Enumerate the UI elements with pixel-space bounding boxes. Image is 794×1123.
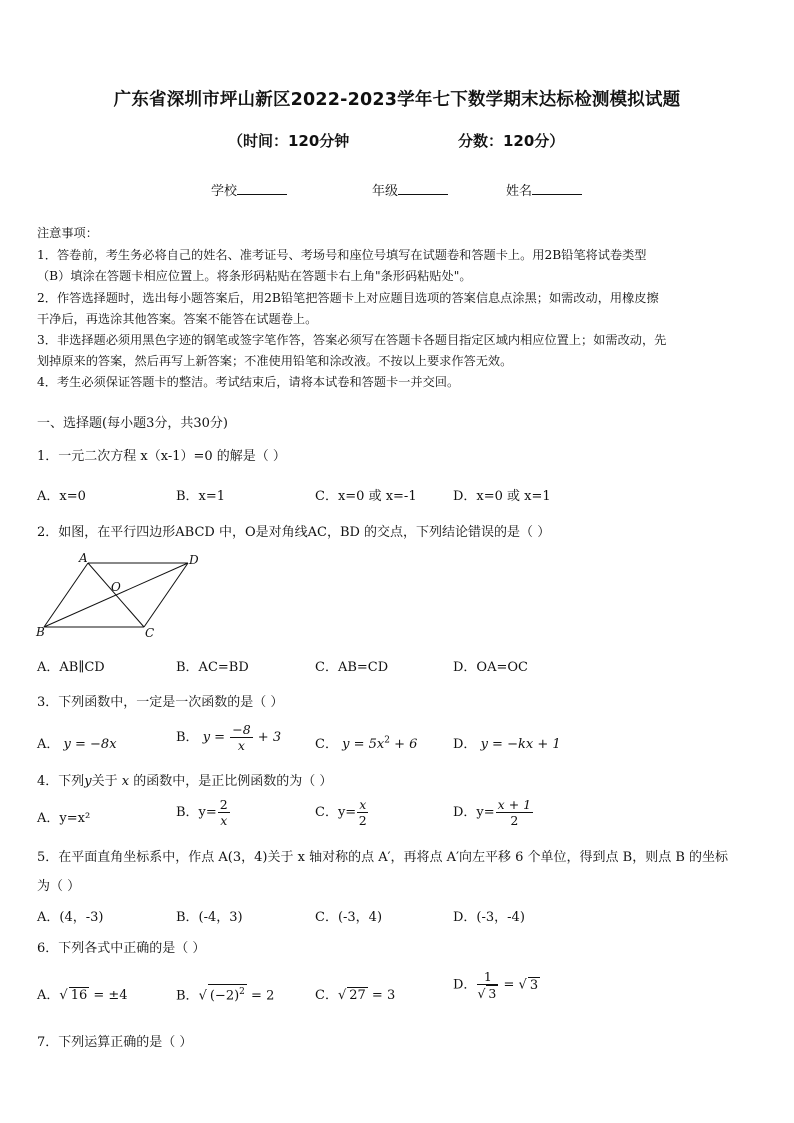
q6-option-d[interactable] (453, 969, 540, 1001)
q6-a-post: = ±4 (89, 988, 128, 1003)
q6-d-fraction (477, 969, 498, 1001)
q3-b-label: B． (176, 730, 199, 745)
q6-a-label: A． (37, 988, 60, 1003)
label-o: O (111, 580, 121, 594)
school-blank (237, 182, 287, 195)
q6-b-exponent: 2 (239, 987, 245, 997)
question-6-stem: 6．下列各式中正确的是（ ） (37, 941, 206, 956)
q3-option-d[interactable] (453, 733, 561, 752)
question-3-stem: 3．下列函数中，一定是一次函数的是（ ） (37, 695, 284, 710)
exam-score: 分数：120分） (458, 132, 565, 150)
note-line: 2．作答选择题时，选出每小题答案后，用2B铅笔把答题卡上对应题目选项的答案信息点涂黑；如需改动，用橡皮擦 (37, 291, 659, 305)
question-5-stem-line1: 5．在平面直角坐标系中，作点 A(3，4)关于 x 轴对称的点 A′，再将点 A′向左平移 6 个单位，得到点 B，则点 B 的坐标 (37, 850, 729, 865)
q4-c-fraction (357, 797, 368, 828)
q3-b-fraction (230, 722, 252, 753)
q3-c-post: + 6 (389, 737, 418, 752)
q6-b-base: (−2) (209, 988, 240, 1004)
q4-option-d[interactable] (453, 797, 534, 828)
q4-stem-mid: 关于 (91, 774, 118, 789)
q4-d-fraction (496, 797, 533, 828)
q2-option-b[interactable]: B．AC=BD (176, 660, 249, 675)
q4-stem-post: 的函数中，是正比例函数的为（ ） (133, 774, 333, 789)
q4-d-num: x + 1 (497, 797, 532, 812)
q6-c-label: C． (315, 988, 338, 1003)
q5-option-b[interactable]: B．(-4，3) (176, 910, 243, 925)
q6-b-label: B． (176, 988, 199, 1004)
school-label: 学校 (211, 184, 238, 199)
school-field (211, 180, 287, 199)
label-a: A (79, 551, 88, 565)
q3-d-expr: y = −kx + 1 (480, 737, 561, 752)
question-1-stem: 1．一元二次方程 x（x-1）=0 的解是（ ） (37, 449, 286, 464)
name-blank (532, 182, 582, 195)
q2-option-c[interactable]: C．AB=CD (315, 660, 389, 675)
question-4-stem (37, 770, 332, 789)
name-label: 姓名 (506, 184, 533, 199)
q3-b-den: x (237, 738, 245, 753)
q3-c-exponent: 2 (384, 735, 390, 746)
q6-option-b[interactable] (176, 984, 274, 1003)
question-2-stem: 2．如图，在平行四边形ABCD 中，O是对角线AC，BD 的交点，下列结论错误的是（ ） (37, 525, 551, 540)
note-line: （B）填涂在答题卡相应位置上。将条形码粘贴在答题卡右上角"条形码粘贴处"。 (37, 269, 472, 283)
label-c: C (145, 626, 155, 640)
q3-a-expr: y = −8x (63, 737, 117, 752)
q4-c-num: x (359, 797, 367, 812)
radical-icon: √ (518, 977, 527, 993)
note-line: 4．考生必须保证答题卡的整洁。考试结束后，请将本试卷和答题卡一并交回。 (37, 375, 460, 389)
q6-d-mid: = (499, 977, 519, 993)
name-field (506, 180, 582, 199)
q6-d-label: D． (453, 977, 477, 993)
section-heading: 一、选择题(每小题3分，共30分) (37, 416, 228, 431)
grade-field (372, 180, 448, 199)
q4-d-pre: D．y= (453, 805, 495, 820)
note-line: 干净后，再选涂其他答案。答案不能答在试题卷上。 (37, 312, 318, 326)
q6-c-post: = 3 (367, 988, 396, 1003)
radical-icon: √ (337, 988, 347, 1003)
note-line: 1．答卷前，考生务必将自己的姓名、准考证号、考场号和座位号填写在试题卷和答题卡上。用2B铅笔将试卷类型 (37, 248, 647, 262)
notes-heading: 注意事项： (37, 226, 98, 240)
q5-option-a[interactable]: A．(4，-3) (37, 910, 104, 925)
q4-c-pre: C．y= (315, 805, 357, 820)
q4-stem-y: y (84, 774, 92, 789)
q1-option-c[interactable]: C．x=0 或 x=-1 (315, 489, 417, 504)
radical-icon: √ (59, 988, 68, 1003)
q4-b-den: x (220, 813, 228, 828)
q3-b-post: + 3 (257, 730, 282, 745)
q6-d-radicand: 3 (529, 977, 539, 993)
q6-c-radicand: 27 (349, 988, 366, 1003)
q4-b-num: 2 (219, 797, 228, 812)
question-5-stem-line2: 为（ ） (37, 879, 81, 894)
note-line: 划掉原来的答案，然后再写上新答案；不准使用铅笔和涂改液。不按以上要求作答无效。 (37, 354, 513, 368)
q3-b-num: −8 (232, 722, 251, 737)
q3-a-label: A． (37, 737, 60, 752)
radical-icon: √ (477, 986, 486, 1001)
q4-stem-pre: 4．下列 (37, 774, 85, 789)
exam-time: （时间：120分钟 (228, 132, 350, 150)
q4-b-pre: B．y= (176, 805, 217, 820)
q3-option-a[interactable] (37, 733, 117, 752)
q6-d-num: 1 (477, 969, 498, 985)
q6-option-c[interactable] (315, 984, 395, 1003)
q4-d-den: 2 (510, 813, 519, 828)
q4-b-fraction (218, 797, 230, 828)
label-d: D (189, 553, 199, 567)
q4-option-b[interactable] (176, 797, 231, 828)
q6-b-post: = 2 (246, 988, 275, 1004)
grade-blank (398, 182, 448, 195)
q3-option-b[interactable] (176, 722, 281, 753)
q3-c-label: C． (315, 737, 338, 752)
q2-option-a[interactable]: A．AB∥CD (37, 660, 105, 675)
q4-stem-x: x (121, 774, 130, 789)
q3-c-expr: y = 5x (342, 737, 385, 752)
q6-d-den-wrap (477, 985, 498, 1001)
q1-option-d[interactable]: D．x=0 或 x=1 (453, 489, 551, 504)
q3-option-c[interactable] (315, 733, 417, 752)
q5-option-d[interactable]: D．(-3，-4) (453, 910, 525, 925)
q5-option-c[interactable]: C．(-3，4) (315, 910, 383, 925)
parallelogram-figure (34, 550, 206, 642)
q6-option-a[interactable] (37, 984, 128, 1003)
exam-title: 广东省深圳市坪山新区2022-2023学年七下数学期末达标检测模拟试题 (113, 90, 681, 110)
radical-icon: √ (198, 988, 207, 1004)
grade-label: 年级 (372, 184, 399, 199)
q6-d-den: 3 (488, 986, 497, 1001)
q6-a-radicand: 16 (70, 988, 88, 1003)
label-b: B (36, 625, 45, 639)
q4-c-den: 2 (358, 813, 367, 828)
q2-option-d[interactable]: D．OA=OC (453, 660, 528, 675)
q1-option-b[interactable]: B．x=1 (176, 489, 226, 504)
q3-d-label: D． (453, 737, 477, 752)
q3-b-pre: y = (202, 730, 226, 745)
q4-option-c[interactable] (315, 797, 369, 828)
note-line: 3．非选择题必须用黑色字迹的钢笔或签字笔作答，答案必须写在答题卡各题目指定区域内相应位置上；如需改动，先 (37, 333, 667, 347)
q6-b-radicand (208, 984, 247, 1003)
q1-option-a[interactable]: A．x=0 (37, 489, 86, 504)
q4-option-a[interactable]: A．y=x² (37, 811, 91, 826)
question-7-stem: 7．下列运算正确的是（ ） (37, 1035, 193, 1050)
